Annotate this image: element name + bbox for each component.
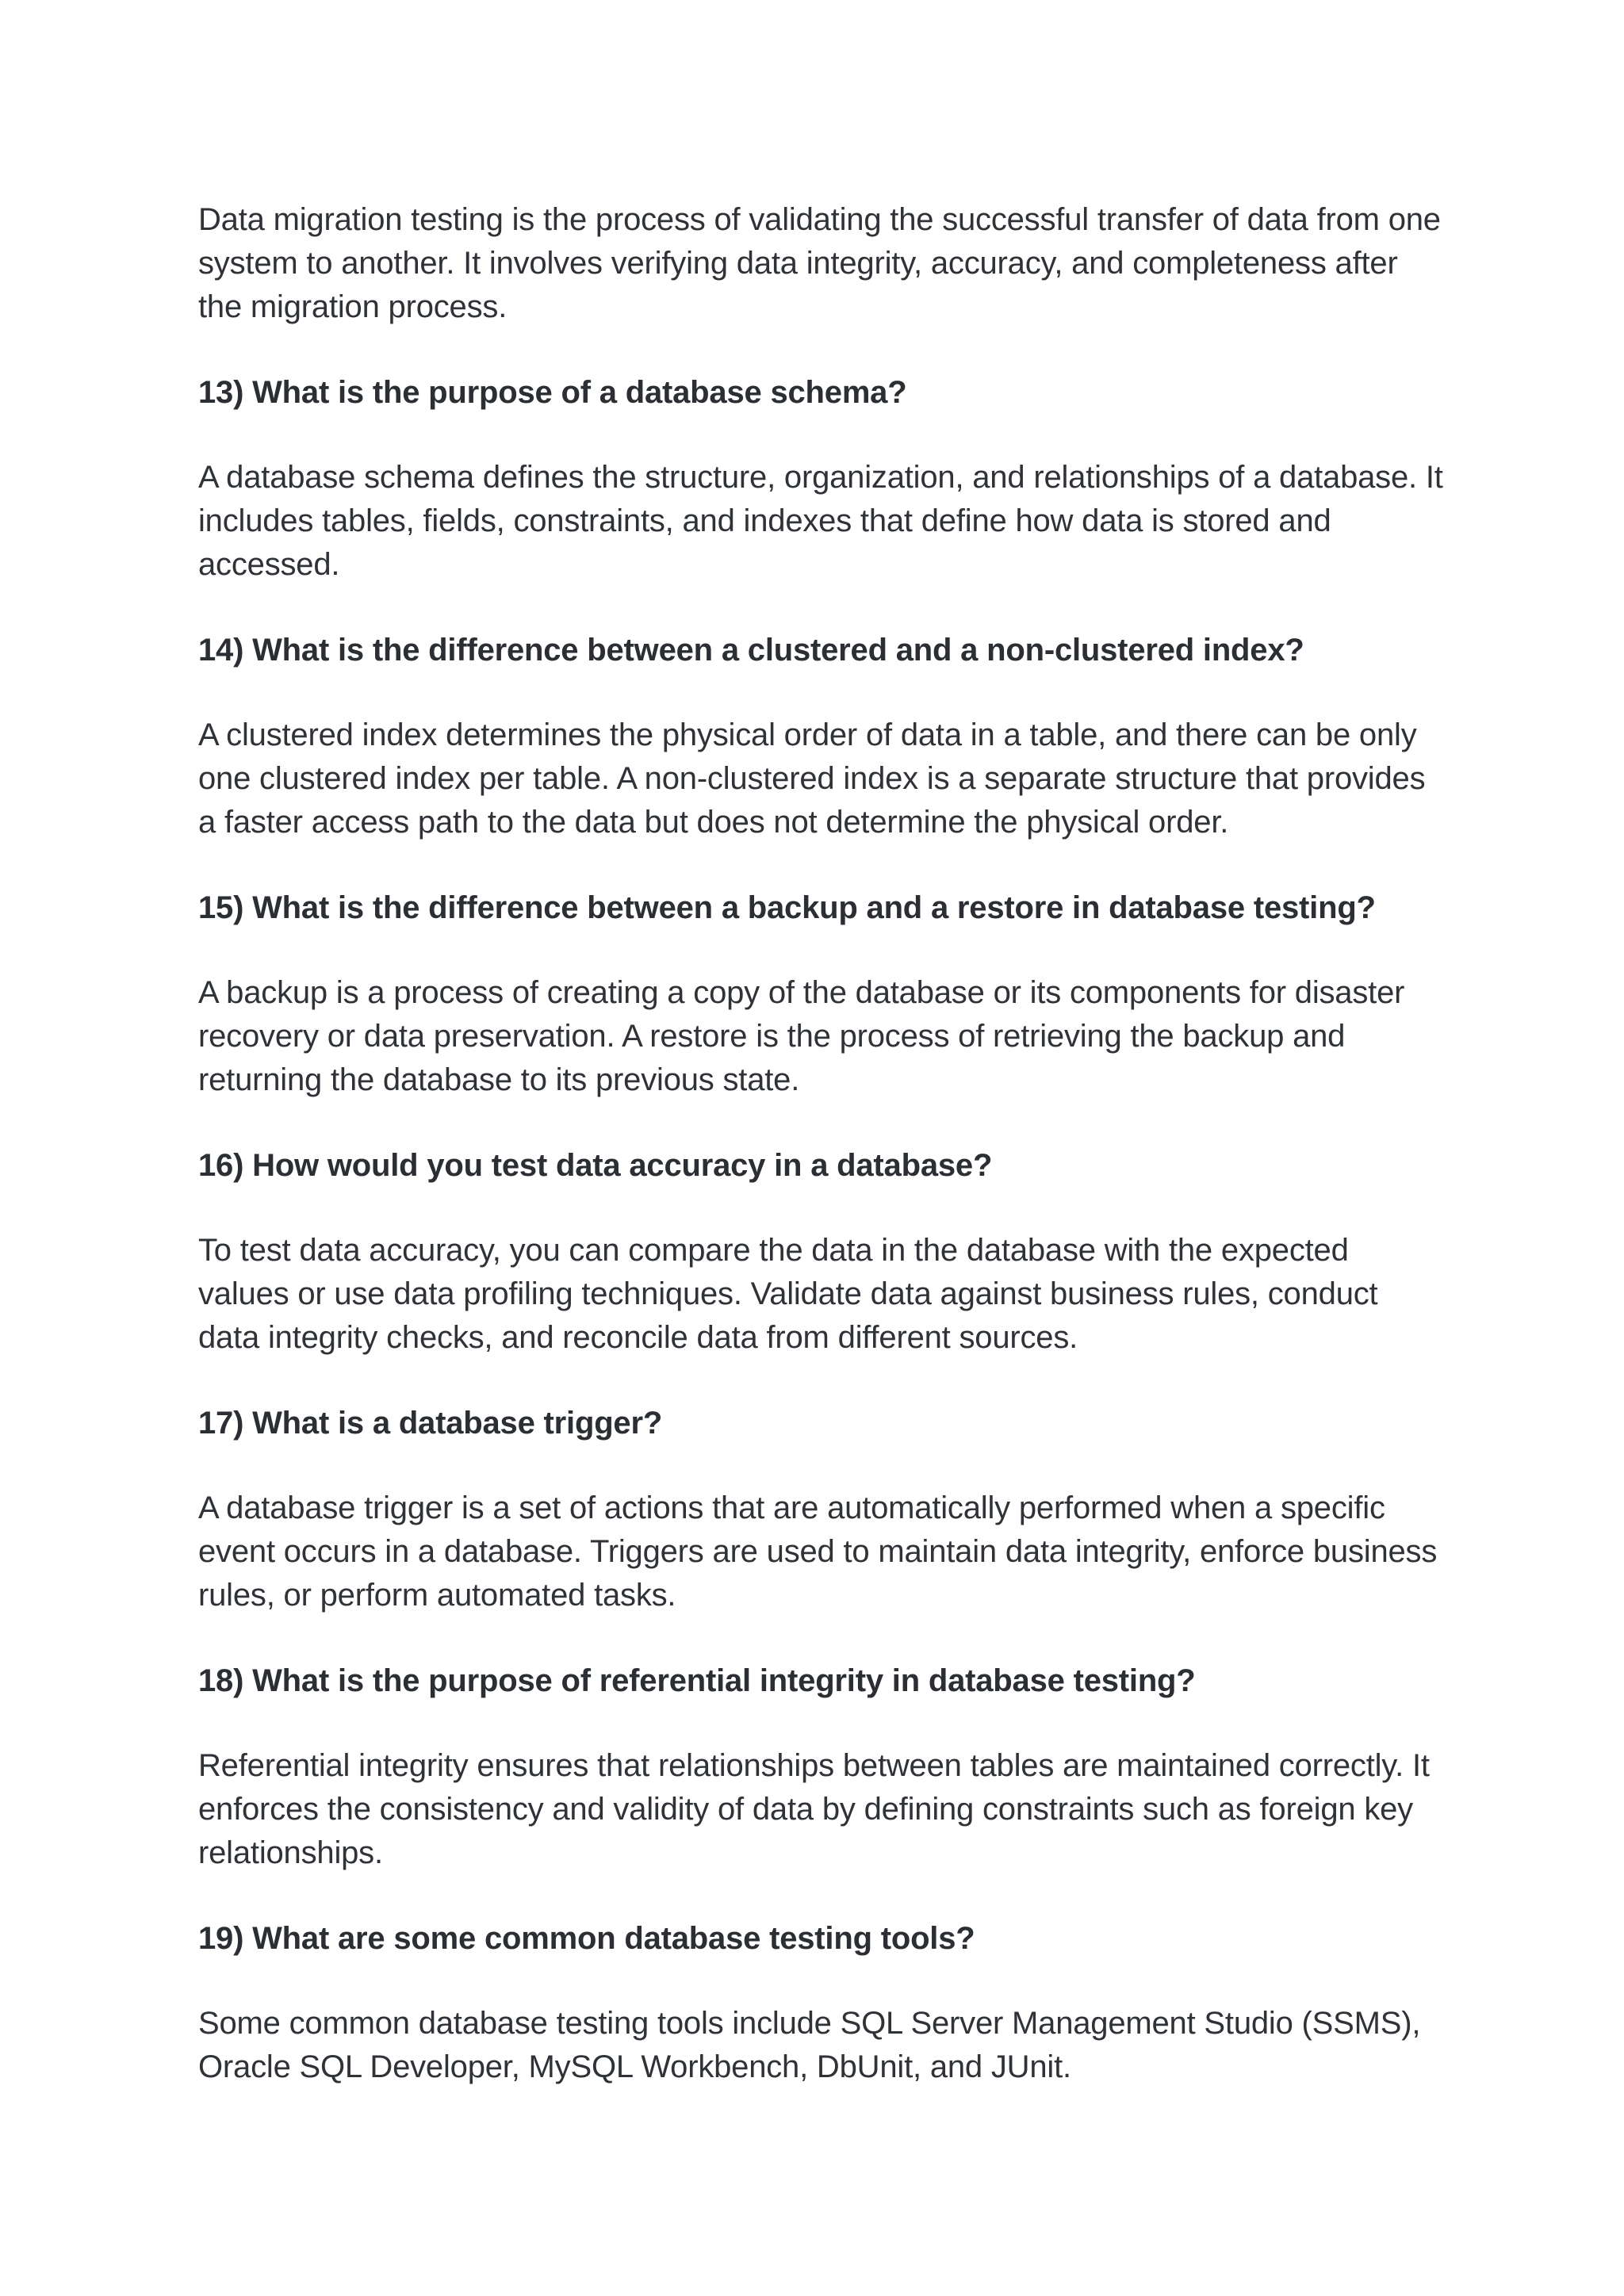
answer-17: A database trigger is a set of actions that are automatically performed when a specific event occurs in a database. Triggers are used to maintain data integrity, enforce business rules, or perform automated tasks.	[198, 1490, 1438, 1613]
answer-19: Some common database testing tools include SQL Server Management Studio (SSMS), Oracle SQL Developer, MySQL Workbench, DbUnit, and JUnit.	[198, 2006, 1421, 2084]
question-14: 14) What is the difference between a clustered and a non-clustered index?	[198, 633, 1304, 668]
answer-14: A clustered index determines the physical order of data in a table, and there can be only one clustered index per table. A non-clustered index is a separate structure that provides a faster access path to the data but does not determine the physical order.	[198, 718, 1426, 840]
answer-16: To test data accuracy, you can compare the data in the database with the expected values or use data profiling techniques. Validate data against business rules, conduct data integrity checks, and reconcile data from different sources.	[198, 1233, 1378, 1355]
question-19: 19) What are some common database testing tools?	[198, 1921, 975, 1956]
question-15: 15) What is the difference between a backup and a restore in database testing?	[198, 890, 1376, 925]
answer-15: A backup is a process of creating a copy of the database or its components for disaster recovery or data preservation. A restore is the process of retrieving the backup and returning the database to its previous state.	[198, 975, 1405, 1097]
answer-18: Referential integrity ensures that relationships between tables are maintained correctly. It enforces the consistency and validity of data by defining constraints such as foreign key relationships.	[198, 1748, 1430, 1870]
question-16: 16) How would you test data accuracy in a database?	[198, 1148, 993, 1183]
question-13: 13) What is the purpose of a database schema?	[198, 375, 907, 410]
question-17: 17) What is a database trigger?	[198, 1406, 663, 1441]
answer-13: A database schema defines the structure, organization, and relationships of a database. It includes tables, fields, constraints, and indexes that define how data is stored and accessed.	[198, 460, 1443, 582]
document-page	[198, 198, 1443, 2089]
question-18: 18) What is the purpose of referential integrity in database testing?	[198, 1663, 1196, 1698]
intro-paragraph: Data migration testing is the process of validating the successful transfer of data from one system to another. It involves verifying data integrity, accuracy, and completeness after the migration process.	[198, 202, 1441, 324]
